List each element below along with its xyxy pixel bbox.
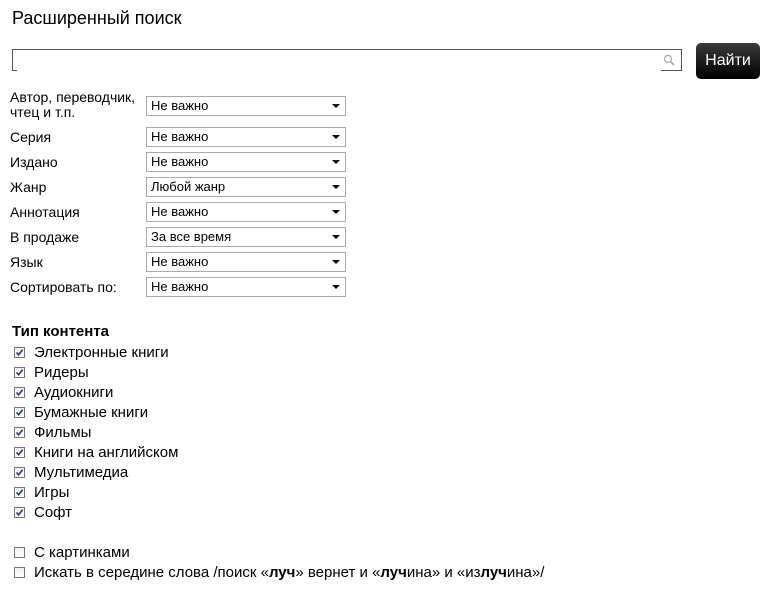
checkbox-label: С картинками [34, 544, 130, 561]
checkbox-checked[interactable] [14, 507, 25, 518]
checkbox-label: Искать в середине слова /поиск «луч» вернет и «лучина» и «излучина»/ [34, 564, 545, 581]
chevron-down-icon [332, 185, 340, 189]
checkbox-checked[interactable] [14, 467, 25, 478]
filter-select-sort[interactable] [146, 277, 346, 297]
chevron-down-icon [332, 104, 340, 108]
filter-label: Аннотация [10, 204, 80, 220]
checkmark-icon [15, 448, 24, 457]
filter-value: Не важно [151, 279, 209, 294]
chevron-down-icon [332, 160, 340, 164]
filter-select-genre[interactable] [146, 177, 346, 197]
checkmark-icon [15, 408, 24, 417]
chevron-down-icon [332, 135, 340, 139]
checkbox[interactable] [14, 567, 25, 578]
filter-label: Издано [10, 154, 58, 170]
filter-select-language[interactable] [146, 252, 346, 272]
chevron-down-icon [332, 235, 340, 239]
chevron-down-icon [332, 210, 340, 214]
checkmark-icon [15, 348, 24, 357]
find-button[interactable]: Найти [696, 43, 760, 79]
filter-value: Не важно [151, 204, 209, 219]
filter-row-series [10, 129, 350, 149]
search-input[interactable] [17, 51, 661, 71]
checkmark-icon [15, 468, 24, 477]
filter-value: За все время [151, 229, 232, 244]
filter-row-published [10, 154, 350, 174]
filter-label: Язык [10, 254, 43, 270]
page-title: Расширенный поиск [12, 8, 182, 28]
checkmark-icon [15, 368, 24, 377]
filter-value: Не важно [151, 98, 209, 113]
filter-row-genre [10, 179, 350, 199]
chevron-down-icon [332, 285, 340, 289]
filter-label: Серия [10, 129, 52, 145]
checkbox-label: Книги на английском [34, 444, 179, 461]
filter-label: Автор, переводчик, чтец и т.п. [10, 89, 136, 120]
checkbox-checked[interactable] [14, 427, 25, 438]
filter-label: В продаже [10, 229, 80, 245]
filter-value: Не важно [151, 254, 209, 269]
chevron-down-icon [332, 260, 340, 264]
checkbox[interactable] [14, 547, 25, 558]
filter-row-language [10, 254, 350, 274]
checkmark-icon [15, 508, 24, 517]
checkmark-icon [15, 488, 24, 497]
checkbox-checked[interactable] [14, 487, 25, 498]
checkbox-checked[interactable] [14, 447, 25, 458]
magnifier-icon [663, 54, 675, 66]
checkbox-checked[interactable] [14, 407, 25, 418]
filter-value: Не важно [151, 129, 209, 144]
checkbox-label: Мультимедиа [34, 464, 129, 481]
checkbox-label: Ридеры [34, 364, 89, 381]
filter-select-series[interactable] [146, 127, 346, 147]
filter-label: Жанр [10, 179, 47, 195]
filter-select-on-sale[interactable] [146, 227, 346, 247]
checkbox-label: Электронные книги [34, 344, 169, 361]
checkbox-label: Софт [34, 504, 73, 521]
checkbox-label: Бумажные книги [34, 404, 149, 421]
content-type-heading: Тип контента [12, 323, 110, 340]
filter-row-annotation [10, 204, 350, 224]
filter-value: Любой жанр [151, 179, 226, 194]
filter-select-author[interactable] [146, 96, 346, 116]
checkbox-checked[interactable] [14, 387, 25, 398]
checkbox-checked[interactable] [14, 347, 25, 358]
checkmark-icon [15, 428, 24, 437]
filter-value: Не важно [151, 154, 209, 169]
filter-row-on-sale [10, 229, 350, 249]
filter-row-author [10, 90, 350, 122]
search-field[interactable] [12, 49, 682, 71]
checkbox-label: Игры [34, 484, 70, 501]
checkmark-icon [15, 388, 24, 397]
filter-row-sort [10, 279, 350, 299]
filter-select-annotation[interactable] [146, 202, 346, 222]
filter-label: Сортировать по: [10, 279, 117, 295]
checkbox-checked[interactable] [14, 367, 25, 378]
checkbox-label: Аудиокниги [34, 384, 114, 401]
checkbox-label: Фильмы [34, 424, 92, 441]
filter-select-published[interactable] [146, 152, 346, 172]
